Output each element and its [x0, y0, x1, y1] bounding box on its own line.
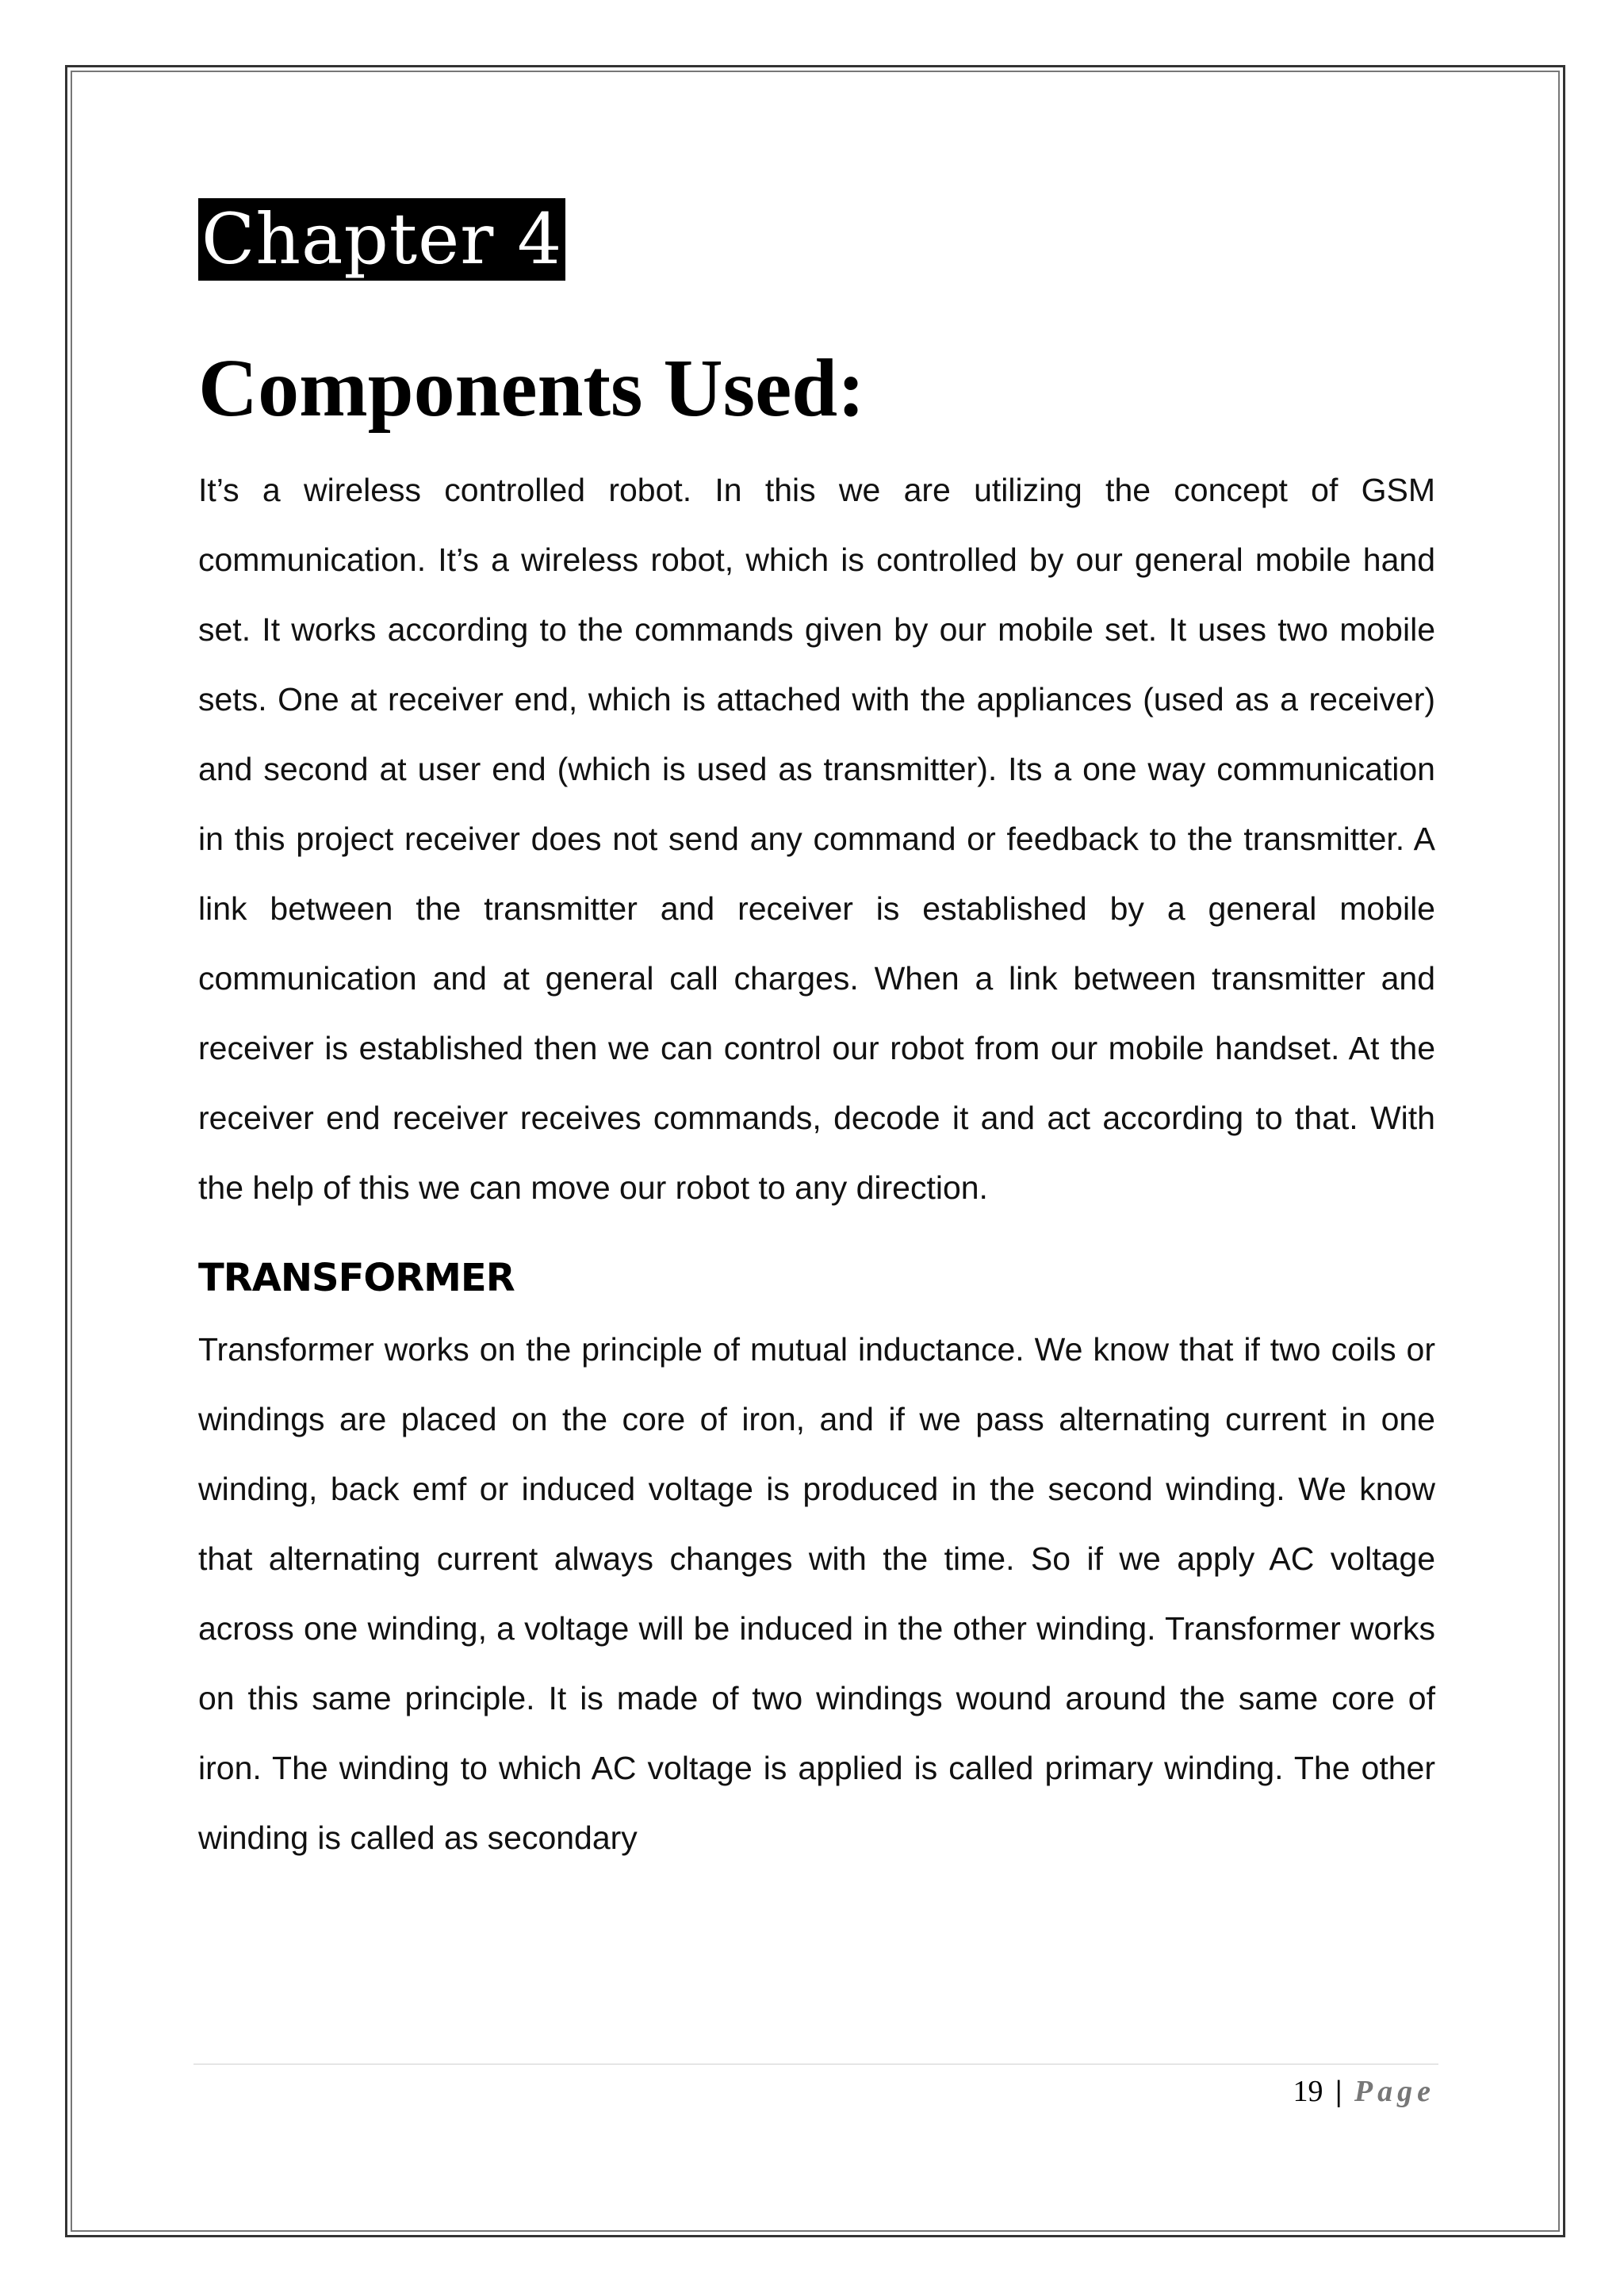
page-footer [1293, 2072, 1435, 2110]
page-word: Page [1354, 2075, 1435, 2108]
intro-paragraph: It’s a wireless controlled robot. In this we are utilizing the concept of GSM communication. It’s a wireless robot, which is controlled by our general mobile hand set. It works according to the commands given by our mobile set. It uses two mobile sets. One at receiver end, which is attached with the appliances (used as a receiver) and second at user end (which is used as transmitter). Its a one way communication in this project receiver does not send any command or feedback to the transmitter. A link between the transmitter and receiver is established by a general mobile communication and at general call charges. When a link between transmitter and receiver is established then we can control our robot from our mobile handset. At the receiver end receiver receives commands, decode it and act according to that. With the help of this we can move our robot to any direction. [198, 472, 1435, 1206]
chapter-label: Chapter 4 [198, 198, 565, 281]
footer-separator: | [1335, 2075, 1342, 2108]
page-number: 19 [1293, 2075, 1323, 2108]
transformer-paragraph: Transformer works on the principle of mutual inductance. We know that if two coils or windings are placed on the core of iron, and if we pass alternating current in one winding, back emf or induced voltage is produced in the second winding. We know that alternating current always changes with the time. So if we apply AC voltage across one winding, a voltage will be induced in the other winding. Transformer works on this same principle. It is made of two windings wound around the same core of iron. The winding to which AC voltage is applied is called primary winding. The other winding is called as secondary [198, 1331, 1435, 1856]
transformer-heading: TRANSFORMER [198, 1256, 515, 1300]
page-content [198, 198, 1435, 1873]
section-title: Components Used: [198, 342, 865, 434]
